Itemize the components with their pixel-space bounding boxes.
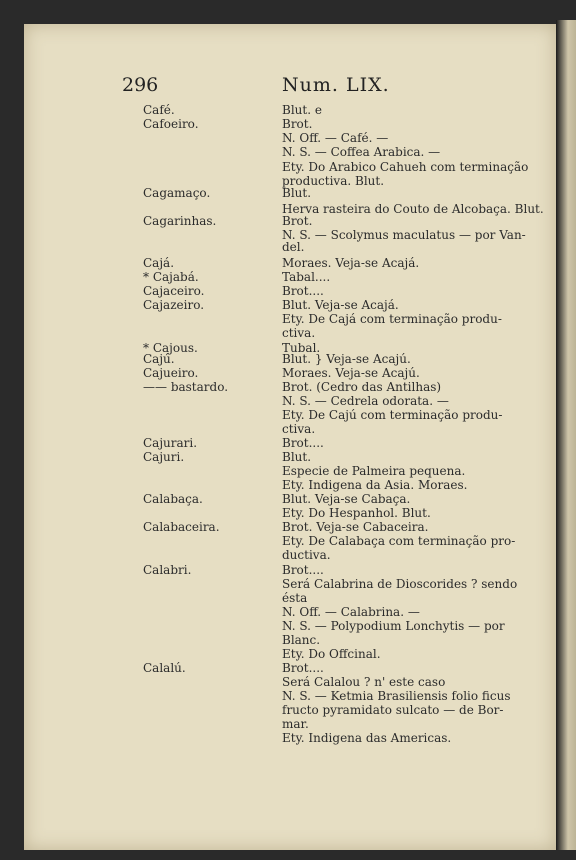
entry-term: Cajuri.	[143, 450, 185, 464]
entry-description: Brot. Veja-se Cabaceira.	[282, 520, 429, 534]
entry-description: Ety. Do Hespanhol. Blut.	[282, 506, 431, 520]
entry-description: Moraes. Veja-se Acajú.	[282, 366, 420, 380]
entry-description: Blut.	[282, 450, 312, 464]
entry-term: Cajurari.	[143, 436, 198, 450]
entry-description: Blut.	[282, 186, 312, 200]
entry-term: Calabaceira.	[143, 520, 220, 534]
page-title: Num. LIX.	[282, 74, 390, 96]
entry-description: Brot. (Cedro das Antilhas)	[282, 380, 442, 394]
page-number: 296	[122, 74, 159, 96]
entry-description: Brot.	[282, 214, 313, 228]
entry-term: Cajaceiro.	[143, 284, 205, 298]
entry-description: Blanc.	[282, 633, 321, 647]
entry-description: N. S. — Polypodium Lonchytis — por	[282, 619, 505, 633]
entry-description: Ety. Indigena da Asia. Moraes.	[282, 478, 468, 492]
entry-description: mar.	[282, 717, 309, 731]
entry-row	[0, 186, 576, 202]
entry-description: Blut. Veja-se Cabaça.	[282, 492, 411, 506]
entry-description: Ety. Do Arabico Cahueh com terminação	[282, 160, 529, 174]
entry-description: Ety. De Cajú com terminação produ-	[282, 408, 503, 422]
entry-description: N. Off. — Calabrina. —	[282, 605, 420, 619]
entry-description: Moraes. Veja-se Acajá.	[282, 256, 420, 270]
entry-description: Blut. e	[282, 103, 322, 117]
entry-term: Cafoeiro.	[143, 117, 199, 131]
entry-description: Ety. De Cajá com terminação produ-	[282, 312, 502, 326]
page-header	[0, 74, 576, 100]
entry-description: Ety. Indigena das Americas.	[282, 731, 452, 745]
entry-term: Calalú.	[143, 661, 186, 675]
entry-term: Cajazeiro.	[143, 298, 205, 312]
entry-description: ctiva.	[282, 326, 316, 340]
entry-row	[0, 240, 576, 256]
entry-description: del.	[282, 240, 305, 254]
entry-description: N. S. — Scolymus maculatus — por Van-	[282, 228, 526, 242]
entry-description: N. S. — Ketmia Brasiliensis folio ficus	[282, 689, 511, 703]
entry-description: Ety. Do Offcinal.	[282, 647, 381, 661]
entry-description: Brot....	[282, 436, 324, 450]
entry-description: Ety. De Calabaça com terminação pro-	[282, 534, 516, 548]
entry-row	[0, 326, 576, 342]
entry-description: Brot....	[282, 563, 324, 577]
entry-description: N. S. — Coffea Arabica. —	[282, 145, 441, 159]
entry-term: * Cajabá.	[143, 270, 199, 284]
entry-description: N. Off. — Café. —	[282, 131, 389, 145]
entry-term: Cajá.	[143, 256, 175, 270]
entry-description: ductiva.	[282, 548, 331, 562]
entry-row	[0, 731, 576, 747]
entry-description: Tubal.	[282, 341, 321, 355]
entry-description: ctiva.	[282, 422, 316, 436]
entry-description: Especie de Palmeira pequena.	[282, 464, 466, 478]
entry-description: Blut. } Veja-se Acajú.	[282, 352, 411, 366]
entry-row	[0, 548, 576, 564]
entry-description: Brot....	[282, 284, 324, 298]
entry-term: Cajú.	[143, 352, 175, 366]
entry-description: Será Calalou ? n' este caso	[282, 675, 446, 689]
entry-term: Cagarinhas.	[143, 214, 217, 228]
entry-term: —— bastardo.	[143, 380, 229, 394]
entry-term: Cajueiro.	[143, 366, 199, 380]
entry-term: Café.	[143, 103, 175, 117]
entry-description: fructo pyramidato sulcato — de Bor-	[282, 703, 504, 717]
entry-description: Será Calabrina de Dioscorides ? sendo	[282, 577, 518, 591]
entry-term: Cagamaço.	[143, 186, 211, 200]
entry-term: Calabri.	[143, 563, 192, 577]
entry-term: * Cajous.	[143, 341, 198, 355]
entry-description: Brot.	[282, 117, 313, 131]
entry-description: Tabal....	[282, 270, 331, 284]
entry-description: Blut. Veja-se Acajá.	[282, 298, 399, 312]
entry-term: Calabaça.	[143, 492, 203, 506]
entry-description: Brot....	[282, 661, 324, 675]
entry-description: Herva rasteira do Couto de Alcobaça. Blut.	[282, 202, 544, 216]
entry-description: N. S. — Cedrela odorata. —	[282, 394, 449, 408]
entry-description: productiva. Blut.	[282, 174, 385, 188]
entry-row	[0, 145, 576, 161]
entry-description: ésta	[282, 591, 308, 605]
